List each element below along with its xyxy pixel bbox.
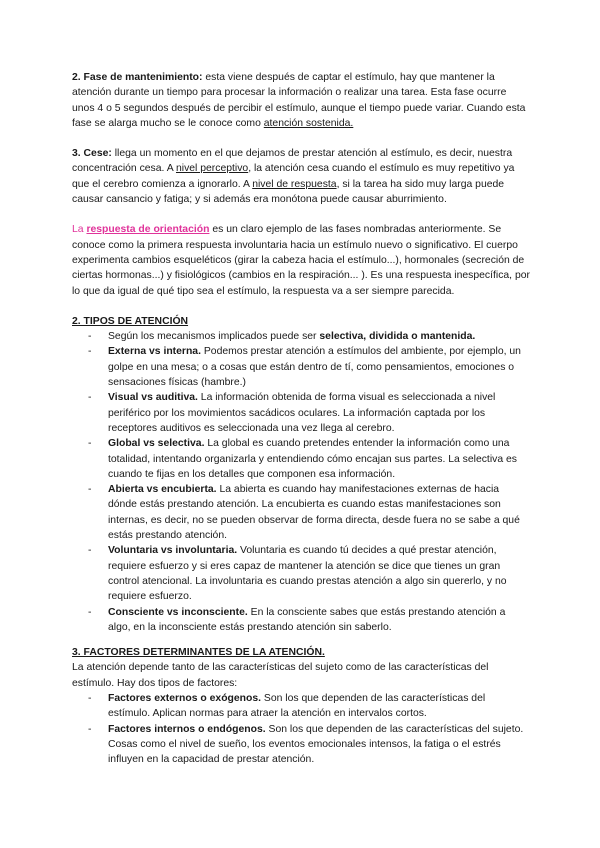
list-item — [88, 329, 530, 344]
item-bold: Global vs selectiva. — [108, 438, 205, 450]
bullet: - — [88, 392, 92, 404]
document-page — [72, 70, 530, 777]
item-bold: Factores internos o endógenos. — [108, 723, 266, 735]
fase-mantenimiento-text: esta viene después de captar el estímulo, hay que mantener la atención durante un tiempo para procesar la información o realizar una tarea. Esta fase ocurre unos 4 o 5 segundos después de percibir el estímulo, aunque el tiempo puede variar. Cuando esta fase se alarga mucho se le conoce como — [72, 72, 526, 129]
section-tipos — [72, 314, 530, 635]
bullet: - — [88, 346, 92, 358]
item-bold: Visual vs auditiva. — [108, 392, 198, 404]
nivel-respuesta-term: nivel de respuesta — [252, 178, 337, 190]
item-bold: Consciente vs inconsciente. — [108, 606, 248, 618]
paragraph-orientacion — [72, 222, 530, 298]
list-item — [88, 344, 530, 390]
list-item — [88, 722, 530, 768]
atencion-sostenida-term: atención sostenida. — [263, 117, 354, 129]
item-text: Son los que dependen de las características del estímulo. Aplican normas para atraer la atención en intervalos cortos. — [108, 692, 486, 720]
tipos-heading: 2. TIPOS DE ATENCIÓN — [72, 315, 189, 327]
item-bold: Externa vs interna. — [108, 346, 201, 358]
item-bold: Factores externos o exógenos. — [108, 692, 262, 704]
section-factores — [72, 645, 530, 767]
item-text: Según los mecanismos implicados puede ser — [108, 331, 320, 343]
bullet: - — [88, 484, 92, 496]
item-bold: selectiva, dividida o mantenida. — [319, 331, 476, 343]
orientacion-pre: La — [72, 224, 87, 236]
bullet: - — [88, 723, 92, 735]
item-text: La global es cuando pretendes entender la información como una totalidad, intentando organizarla y entendiendo cómo encajan sus partes. La selectiva es cuando te fijas en los detalles que componen esa información. — [108, 438, 517, 480]
bullet: - — [88, 692, 92, 704]
item-bold: Voluntaria vs involuntaria. — [108, 545, 238, 557]
item-text: Podemos prestar atención a estímulos del ambiente, por ejemplo, un golpe en una mesa; o a cosas que están dentro de tí, como pensamientos, emociones o sensaciones físicas (hambre.) — [108, 346, 521, 389]
item-text: Voluntaria es cuando tú decides a qué prestar atención, requiere esfuerzo y si eres capaz de mantener la atención se dice que tienes un gran control atencional. La involuntaria es cuando prestas atención a algo sin quererlo, y no requiere esfuerzo. — [108, 545, 507, 603]
paragraph-fase-mantenimiento — [72, 70, 530, 131]
item-bold: Abierta vs encubierta. — [108, 484, 217, 496]
bullet: - — [88, 545, 92, 557]
factores-intro: La atención depende tanto de las características del sujeto como de las características del estímulo. Hay dos tipos de factores: — [72, 662, 489, 689]
respuesta-orientacion-term: respuesta de orientación — [86, 224, 210, 236]
paragraph-cese — [72, 146, 530, 207]
item-text: Son los que dependen de las características del sujeto. Cosas como el nivel de sueño, los eventos emocionales intensos, la fatiga o el estrés influyen en la capacidad de prestar atención. — [108, 723, 524, 766]
list-item — [88, 436, 530, 482]
item-text: En la consciente sabes que estás prestando atención a algo, en la inconsciente estás prestando atención sin saberlo. — [108, 606, 506, 633]
fase-mantenimiento-title: 2. Fase de mantenimiento: — [72, 72, 203, 83]
item-text: La abierta es cuando hay manifestaciones externas de hacia dónde estás prestando atención. La encubierta es cuando estas manifestaciones son internas, es decir, no se pueden observar de forma directa, desde fuera no se sabe a qué estás prestando atención. — [108, 484, 520, 542]
orientacion-text: es un claro ejemplo de las fases nombradas anteriormente. Se conoce como la primera respuesta involuntaria hacia un estímulo nuevo o significativo. El cuerpo experimenta cambios esqueléticos (girar la cabeza hacia el estímulo...), hormonales (secreción de ciertas hormonas...) y fisiológicos (cambios en la respiración... ). Es una respuesta inespecífica, por lo que da igual de qué tipo sea el estímulo, la respuesta va a ser siempre parecida. — [72, 224, 530, 297]
item-text: La información obtenida de forma visual es seleccionada a nivel periférico por los movimientos sacádicos oculares. La información captada por los receptores auditivos es seleccionada una vez llega al cerebro. — [108, 392, 496, 434]
factores-list — [72, 691, 530, 767]
cese-text-2: , la atención cesa cuando el estímulo es muy repetitivo ya que el cerebro comienza a ignorarlo. A — [72, 163, 515, 190]
list-item — [88, 543, 530, 604]
cese-text-3: , si la tarea ha sido muy larga puede causar cansancio y fatiga; y si además era monótona puede causar aburrimiento. — [72, 178, 505, 206]
bullet: - — [88, 606, 92, 618]
cese-title: 3. Cese: — [72, 148, 112, 160]
list-item — [88, 691, 530, 722]
nivel-perceptivo-term: nivel perceptivo — [175, 163, 249, 175]
tipos-list — [72, 329, 530, 635]
list-item — [88, 605, 530, 636]
bullet: - — [88, 438, 92, 450]
bullet: - — [88, 331, 92, 343]
factores-heading: 3. FACTORES DETERMINANTES DE LA ATENCIÓN. — [72, 647, 325, 659]
cese-text-1: llega un momento en el que dejamos de prestar atención al estímulo, es decir, nuestra concentración cesa. A — [72, 148, 513, 175]
list-item — [88, 390, 530, 436]
list-item — [88, 482, 530, 543]
